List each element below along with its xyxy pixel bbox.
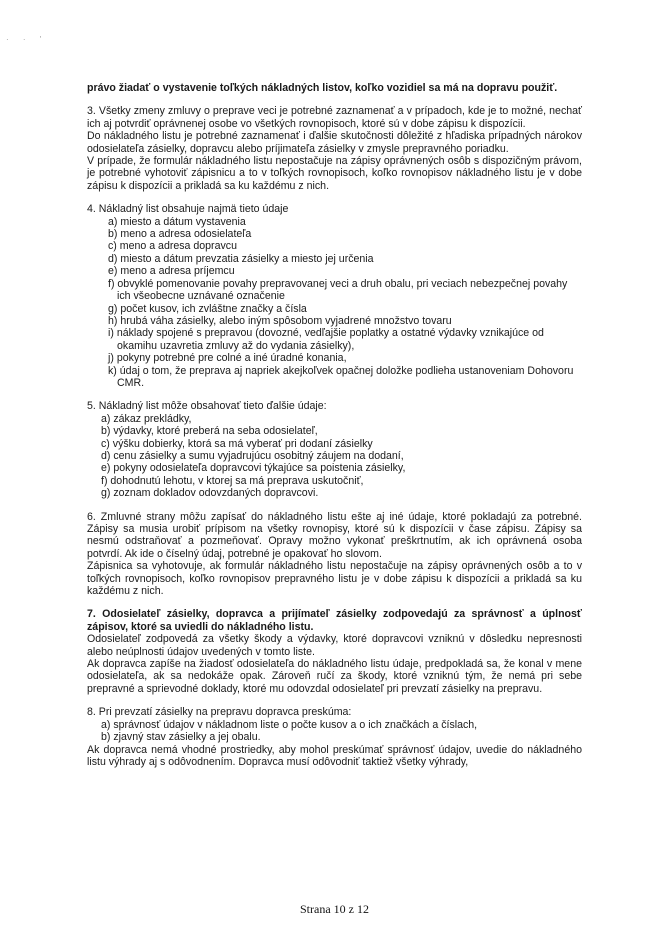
section-6-paragraph-1: 6. Zmluvné strany môžu zapísať do nákladného listu ešte aj iné údaje, ktoré pokladajú za potrebné. Zápisy sa musia urobiť prípisom na všetky rovnopisy, ktoré sú k dispozícii v čase zápisu. Zápisy sa nesmú odstraňovať a pozmeňovať. Opravy možno vykonať preškrtnutím, ak ich oprávnená osoba potvrdí. Ak ide o číselný údaj, potrebné je opakovať ho slovom. bbox=[87, 510, 582, 560]
list-item: b) výdavky, ktoré preberá na seba odosielateľ, bbox=[101, 425, 318, 438]
section-4-list bbox=[87, 216, 582, 390]
scan-marks: · · ' bbox=[6, 35, 48, 44]
list-item: d) cenu zásielky a sumu vyjadrujúcu osobitný záujem na dodaní, bbox=[101, 449, 404, 462]
list-item: f) dohodnutú lehotu, v ktorej sa má preprava uskutočniť, bbox=[101, 474, 364, 487]
section-4-heading: 4. Nákladný list obsahuje najmä tieto údaje bbox=[87, 203, 289, 216]
list-item: e) pokyny odosielateľa dopravcovi týkajúce sa poistenia zásielky, bbox=[101, 462, 406, 475]
section-7-paragraph-2: Ak dopravca zapíše na žiadosť odosielateľa do nákladného listu údaje, predpokladá sa, že konal v mene odosielateľa, ak sa nedokáže opak. Zároveň ručí za škody, ktoré vzniknú tým, že nemá pri sebe prepravné a sprievodné doklady, ktoré mu odovzdal odosielateľ pri prevzatí zásielky na prepravu. bbox=[87, 658, 582, 695]
section-3-paragraph-1: 3. Všetky zmeny zmluvy o preprave veci je potrebné zaznamenať a v prípadoch, kde je to možné, nechať ich aj potvrdiť oprávnenej osobe vo všetkých rovnopisoch, ktoré sú v dobe zápisu k dispozícii. bbox=[87, 105, 582, 130]
section-8-paragraph-1: Ak dopravca nemá vhodné prostriedky, aby mohol preskúmať správnosť údajov, uvedie do nákladného listu výhrady aj s odôvodnením. Dopravca musí odôvodniť taktiež všetky výhrady, bbox=[87, 743, 582, 768]
list-item: a) zákaz prekládky, bbox=[101, 412, 192, 425]
list-item: g) počet kusov, ich zvláštne značky a čísla bbox=[108, 302, 307, 315]
list-item: b) meno a adresa odosielateľa bbox=[108, 228, 252, 241]
section-7-heading: 7. Odosielateľ zásielky, dopravca a prijímateľ zásielky zodpovedajú za správnosť a úplnosť zápisov, ktoré sa uviedli do nákladného listu. bbox=[87, 608, 582, 633]
section-3-paragraph-2: Do nákladného listu je potrebné zaznamenať i ďalšie skutočnosti dôležité z hľadiska prípadných nárokov odosielateľa zásielky, dopravcu alebo príjimateľa zásielky v zmysle prepravného poriadku. bbox=[87, 130, 582, 155]
section-8-heading: 8. Pri prevzatí zásielky na prepravu dopravca preskúma: bbox=[87, 706, 352, 719]
document-body bbox=[87, 82, 582, 768]
list-item: d) miesto a dátum prevzatia zásielky a miesto jej určenia bbox=[108, 252, 374, 265]
list-item: h) hrubá váha zásielky, alebo iným spôsobom vyjadrené množstvo tovaru bbox=[108, 314, 452, 327]
list-item: a) správnosť údajov v nákladnom liste o počte kusov a o ich značkách a číslach, bbox=[101, 718, 478, 731]
intro-paragraph: právo žiadať o vystavenie toľkých nákladných listov, koľko vozidiel sa má na dopravu použiť. bbox=[87, 82, 558, 94]
list-item: j) pokyny potrebné pre colné a iné úradné konania, bbox=[108, 352, 347, 365]
list-item: c) meno a adresa dopravcu bbox=[108, 240, 237, 253]
list-item: f) obvyklé pomenovanie povahy prepravovanej veci a druh obalu, pri veciach nebezpečnej povahy ich všeobecne uznávané označenie bbox=[108, 277, 568, 303]
list-item: a) miesto a dátum vystavenia bbox=[108, 215, 246, 228]
section-5-list bbox=[87, 413, 582, 500]
page-number-footer: Strana 10 z 12 bbox=[300, 902, 369, 916]
section-6-paragraph-2: Zápisnica sa vyhotovuje, ak formulár nákladného listu nepostačuje na zápisy oprávnených osôb a to v toľkých rovnopisoch, koľko rovnopisov prepravného listu je v dobe zápisu k dispozícii a prikladá sa ku každému z nich. bbox=[87, 560, 582, 598]
list-item: b) zjavný stav zásielky a jej obalu. bbox=[101, 731, 261, 744]
section-8-list bbox=[87, 719, 582, 744]
list-item: c) výšku dobierky, ktorá sa má vyberať pri dodaní zásielky bbox=[101, 437, 373, 450]
section-5-heading: 5. Nákladný list môže obsahovať tieto ďalšie údaje: bbox=[87, 400, 327, 413]
list-item: e) meno a adresa príjemcu bbox=[108, 265, 235, 278]
section-3-paragraph-3: V prípade, že formulár nákladného listu nepostačuje na zápisy oprávnených osôb s dispozičným právom, je potrebné vyhotoviť zápisnicu a to v toľkých rovnopisoch, koľko rovnopisov nákladného listu je v dobe zápisu k dispozícii a prikladá sa ku každému z nich. bbox=[87, 155, 582, 192]
list-item: i) náklady spojené s prepravou (dovozné, vedľajšie poplatky a ostatné výdavky vznikajúce od okamihu uzavretia zmluvy až do vydania zásielky), bbox=[108, 327, 544, 352]
list-item: k) údaj o tom, že preprava aj napriek akejkoľvek opačnej doložke podlieha ustanoveniam Dohovoru CMR. bbox=[108, 364, 574, 389]
section-7-paragraph-1: Odosielateľ zodpovedá za všetky škody a výdavky, ktoré dopravcovi vzniknú v dôsledku nepresnosti alebo neúplnosti údajov uvedených v tomto liste. bbox=[87, 633, 582, 658]
list-item: g) zoznam dokladov odovzdaných dopravcovi. bbox=[101, 487, 319, 500]
